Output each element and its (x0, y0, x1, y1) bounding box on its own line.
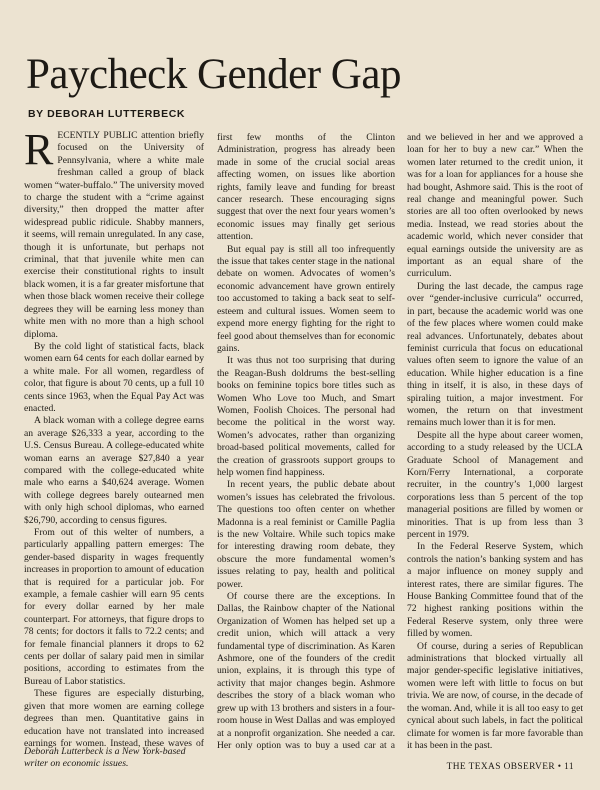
paragraph: first few months of the Clinton Administration, progress has already been made in some of the crucial social areas affecting women, on issues like abortion rights, family leave and funding for breast cancer research. These encouraging signs suggest that over the next four years women’s economic issues may finally get serious attention. (217, 132, 395, 243)
lead-paragraph (24, 130, 204, 341)
article-title: Paycheck Gender Gap (26, 51, 401, 98)
byline: BY DEBORAH LUTTERBECK (28, 108, 186, 120)
paragraph: By the cold light of statistical facts, black women earn 64 cents for each dollar earned by a white male. For all women, regardless of color, that figure is about 70 cents, up a full 10 cents since 1963, when the Equal Pay Act was enacted. (24, 340, 204, 414)
drop-cap: R (24, 130, 54, 174)
paragraph: It was thus not too surprising that during the Reagan-Bush doldrums the best-selling books on feminine topics bore titles such as Women Who Love too Much, and Smart Women, Foolish Choices. The personal had become the political in the worst way. Women’s advocates, rather than organizing broad-based political movements, called for the creation of grassroots support groups to help women find happiness. (217, 355, 395, 478)
paragraph: Of course there are the exceptions. In Dallas, the Rainbow chapter of the National Organization of Women has helped set up a credit union, which will attack a very fundamental type of discrimination. As Karen Ashmore, one of the founders of the credit union, explains, it is through this type of activity that major changes begin. Ashmore describes the story of a black woman who grew up with 13 brothers and sisters in a four-room house in West Dallas and was employed at a nonprofit organization. She needed a car. Her only option was to buy a used car at a (217, 591, 395, 751)
column-3 (407, 132, 583, 752)
paragraph: In the Federal Reserve System, which controls the nation’s banking system and has a major influence on money supply and interest rates, there are similar figures. The House Banking Committee found that of the 72 highest ranking positions within the Federal Reserve system, only three were filled by women. (407, 541, 583, 640)
paragraph: But equal pay is still all too infrequently the issue that takes center stage in the national debate on women. Advocates of women’s economic advancement have grown entirely too accustomed to taking a back seat to self-esteem and cultural issues. Women seem to expend more energy fighting for the right to feel good about themselves than for economic gains. (217, 243, 395, 354)
paragraph: and we believed in her and we approved a loan for her to buy a new car.” When the women later returned to the credit union, it was for a loan for appliances for a house she had bought, Ashmore said. This is the root of real change and meaningful power. Such stories are all too often overlooked by news media. Instead, we read stories about the academic world, which never consider that equal earnings outside the university are as important as an equal share of the curriculum. (407, 132, 583, 280)
column-2 (217, 132, 395, 752)
lead-text: ECENTLY PUBLIC attention briefly focused on the University of Pennsylvania, where a white male freshman called a group of black women “water-buffalo.” The university moved to charge the student with a “crime against diversity,” then dropped the matter after widespread public ridicule. Shabby manners, it seems, will remain unregulated. In any case, though it is unfortunate, but perhaps not criminal, that that juvenile white men can exercise their constitutional rights to insult black women, it is a far greater misfortune that when those black women receive their college degrees they will be earning less money than white men with no more than a high school diploma. (24, 130, 204, 340)
page-footer: THE TEXAS OBSERVER • 11 (446, 762, 574, 772)
column-1 (24, 130, 204, 750)
paragraph: Of course, during a series of Republican administrations that blocked virtually all major gender-specific legislative initiatives, women were left with little to focus on but trivia. We are now, of course, in the decade of the woman. And, while it is all too easy to get cynical about such labels, in fact the political climate for women is far more favorable than it has been in the past. (407, 640, 583, 751)
paragraph: These figures are especially disturbing, given that more women are earning college degrees than men. Quantitative gains in education have not translated into increased earnings for women. Instead, these waves of (24, 688, 204, 749)
author-note: Deborah Lutterbeck is a New York-based writer on economic issues. (24, 746, 186, 769)
paragraph: From out of this welter of numbers, a particularly appalling pattern emerges: The gender-based disparity in wages frequently increases in proportion to amount of education that is required for a particular job. For example, a female cashier will earn 95 cents for every dollar earned by her male counterpart. For attorneys, that figure drops to 78 cents; for doctors it falls to 72.2 cents; and for female financial planners it drops to 62 cents per dollar of salary paid men in similar positions, according to estimates from the Bureau of Labor statistics. (24, 527, 204, 687)
paragraph: During the last decade, the campus rage over “gender-inclusive curricula” occurred, in part, because the academic world was one of the few places where women could make real advances. Unfortunately, debates about feminist curricula that focus on educational values often seem to ignore the value of an education. While higher education is a fine thing in itself, it is also, in these days of spiraling tuition, a major investment. For women, the return on that investment remains much lower than it is for men. (407, 280, 583, 429)
paragraph: In recent years, the public debate about women’s issues has celebrated the frivolous. The questions too often center on whether Madonna is a real feminist or Camille Paglia is the new Voltaire. While such topics make for interesting drawing room debate, they obscure the more fundamental women’s issues relating to pay, health and political power. (217, 479, 395, 590)
paragraph: A black woman with a college degree earns an average $26,333 a year, according to the U.S. Census Bureau. A college-educated white woman earns an average $27,840 a year compared with the college-educated white male who earns a $40,624 average. Women with college degrees barely outearned men with only high school diplomas, who earned $26,790, according to census figures. (24, 415, 204, 526)
paragraph: Despite all the hype about career women, according to a study released by the UCLA Graduate School of Management and Korn/Ferry International, a corporate recruiter, in the country’s 1,000 largest corporations less than 5 percent of the top managerial positions are filled by women or minorities. That is up from less than 3 percent in 1979. (407, 429, 583, 540)
